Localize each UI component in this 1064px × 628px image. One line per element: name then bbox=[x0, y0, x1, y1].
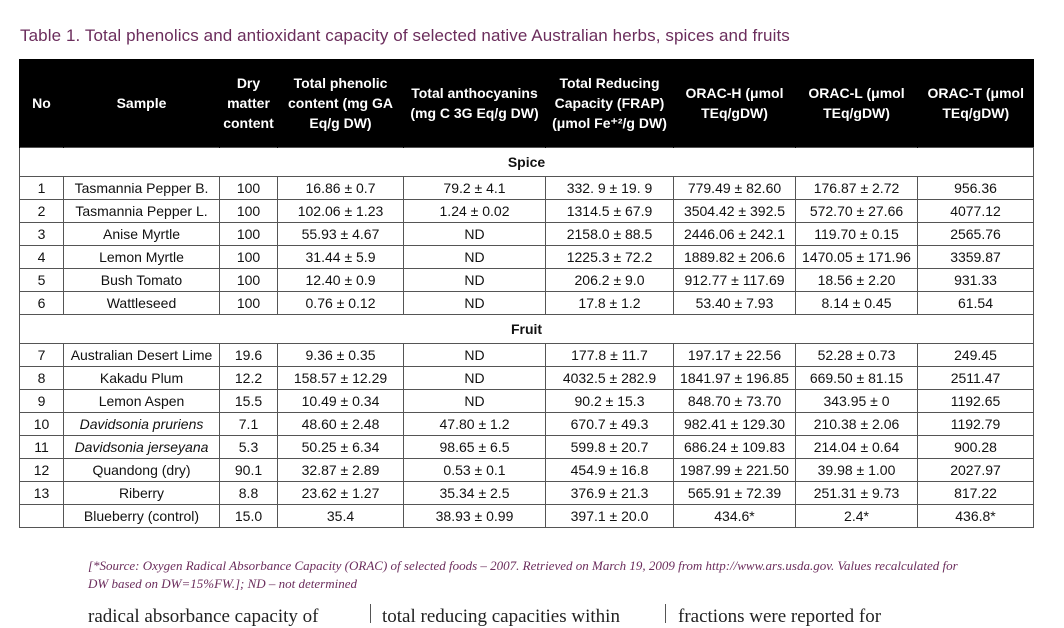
cell-anthocyanins: 38.93 ± 0.99 bbox=[404, 505, 546, 528]
cell-no bbox=[20, 505, 64, 528]
header-total-anthocyanins: Total anthocyanins (mg C 3G Eq/g DW) bbox=[404, 59, 546, 148]
cell-anthocyanins: ND bbox=[404, 344, 546, 367]
cell-no: 11 bbox=[20, 436, 64, 459]
cell-anthocyanins: ND bbox=[404, 367, 546, 390]
body-text-fragment: radical absorbance capacity of bbox=[88, 606, 319, 627]
cell-no: 1 bbox=[20, 177, 64, 200]
cell-frap: 1225.3 ± 72.2 bbox=[546, 246, 674, 269]
cell-frap: 1314.5 ± 67.9 bbox=[546, 200, 674, 223]
cell-phenolic: 9.36 ± 0.35 bbox=[278, 344, 404, 367]
group-label-fruit: Fruit bbox=[20, 315, 1034, 344]
header-orac-h: ORAC-H (μmol TEq/gDW) bbox=[674, 59, 796, 148]
cell-dry-matter: 100 bbox=[220, 223, 278, 246]
cell-sample: Anise Myrtle bbox=[64, 223, 220, 246]
header-sample: Sample bbox=[64, 59, 220, 148]
cell-anthocyanins: 0.53 ± 0.1 bbox=[404, 459, 546, 482]
cell-orac-t: 4077.12 bbox=[918, 200, 1034, 223]
cell-phenolic: 158.57 ± 12.29 bbox=[278, 367, 404, 390]
cell-orac-t: 2565.76 bbox=[918, 223, 1034, 246]
cell-anthocyanins: ND bbox=[404, 246, 546, 269]
table-row bbox=[20, 246, 1034, 269]
cell-orac-h: 1889.82 ± 206.6 bbox=[674, 246, 796, 269]
cell-phenolic: 50.25 ± 6.34 bbox=[278, 436, 404, 459]
cell-anthocyanins: ND bbox=[404, 269, 546, 292]
cell-orac-l: 119.70 ± 0.15 bbox=[796, 223, 918, 246]
cell-orac-l: 210.38 ± 2.06 bbox=[796, 413, 918, 436]
cell-anthocyanins: 35.34 ± 2.5 bbox=[404, 482, 546, 505]
cell-sample: Kakadu Plum bbox=[64, 367, 220, 390]
cell-orac-l: 1470.05 ± 171.96 bbox=[796, 246, 918, 269]
cell-sample: Riberry bbox=[64, 482, 220, 505]
cell-orac-t: 900.28 bbox=[918, 436, 1034, 459]
cell-phenolic: 102.06 ± 1.23 bbox=[278, 200, 404, 223]
cell-orac-t: 2027.97 bbox=[918, 459, 1034, 482]
group-row-spice bbox=[20, 148, 1034, 177]
cell-sample: Blueberry (control) bbox=[64, 505, 220, 528]
cell-dry-matter: 15.0 bbox=[220, 505, 278, 528]
cell-orac-h: 2446.06 ± 242.1 bbox=[674, 223, 796, 246]
cell-orac-l: 572.70 ± 27.66 bbox=[796, 200, 918, 223]
cell-orac-t: 61.54 bbox=[918, 292, 1034, 315]
cell-phenolic: 23.62 ± 1.27 bbox=[278, 482, 404, 505]
cell-orac-h: 434.6* bbox=[674, 505, 796, 528]
cell-no: 3 bbox=[20, 223, 64, 246]
cell-orac-t: 1192.65 bbox=[918, 390, 1034, 413]
group-label-spice: Spice bbox=[20, 148, 1034, 177]
cell-sample: Tasmannia Pepper B. bbox=[64, 177, 220, 200]
cell-phenolic: 10.49 ± 0.34 bbox=[278, 390, 404, 413]
header-frap: Total Reducing Capacity (FRAP) (μmol Fe⁺²/g DW) bbox=[546, 59, 674, 148]
data-table bbox=[19, 59, 1034, 528]
cell-phenolic: 31.44 ± 5.9 bbox=[278, 246, 404, 269]
cell-sample: Davidsonia jerseyana bbox=[64, 436, 220, 459]
cell-orac-l: 18.56 ± 2.20 bbox=[796, 269, 918, 292]
cell-sample: Quandong (dry) bbox=[64, 459, 220, 482]
table-row bbox=[20, 436, 1034, 459]
cell-orac-t: 1192.79 bbox=[918, 413, 1034, 436]
cell-anthocyanins: ND bbox=[404, 292, 546, 315]
cell-sample: Davidsonia pruriens bbox=[64, 413, 220, 436]
cell-frap: 4032.5 ± 282.9 bbox=[546, 367, 674, 390]
cell-frap: 2158.0 ± 88.5 bbox=[546, 223, 674, 246]
cell-orac-l: 2.4* bbox=[796, 505, 918, 528]
cell-no: 7 bbox=[20, 344, 64, 367]
cell-orac-t: 3359.87 bbox=[918, 246, 1034, 269]
cell-anthocyanins: 1.24 ± 0.02 bbox=[404, 200, 546, 223]
cell-phenolic: 16.86 ± 0.7 bbox=[278, 177, 404, 200]
cell-no: 12 bbox=[20, 459, 64, 482]
cell-orac-t: 956.36 bbox=[918, 177, 1034, 200]
header-total-phenolic: Total phenolic content (mg GA Eq/g DW) bbox=[278, 59, 404, 148]
cell-frap: 599.8 ± 20.7 bbox=[546, 436, 674, 459]
table-row bbox=[20, 200, 1034, 223]
table-row bbox=[20, 367, 1034, 390]
column-divider bbox=[665, 604, 666, 623]
cell-dry-matter: 19.6 bbox=[220, 344, 278, 367]
body-text-fragment: total reducing capacities within bbox=[382, 606, 620, 627]
cell-orac-h: 982.41 ± 129.30 bbox=[674, 413, 796, 436]
cell-phenolic: 48.60 ± 2.48 bbox=[278, 413, 404, 436]
cell-dry-matter: 7.1 bbox=[220, 413, 278, 436]
cell-no: 4 bbox=[20, 246, 64, 269]
cell-phenolic: 12.40 ± 0.9 bbox=[278, 269, 404, 292]
cell-anthocyanins: 47.80 ± 1.2 bbox=[404, 413, 546, 436]
header-row bbox=[20, 59, 1034, 148]
cell-orac-h: 686.24 ± 109.83 bbox=[674, 436, 796, 459]
cell-orac-h: 3504.42 ± 392.5 bbox=[674, 200, 796, 223]
cell-dry-matter: 100 bbox=[220, 177, 278, 200]
cell-no: 10 bbox=[20, 413, 64, 436]
cell-orac-h: 53.40 ± 7.93 bbox=[674, 292, 796, 315]
cell-sample: Wattleseed bbox=[64, 292, 220, 315]
cell-orac-t: 2511.47 bbox=[918, 367, 1034, 390]
header-no: No bbox=[20, 59, 64, 148]
cell-orac-l: 8.14 ± 0.45 bbox=[796, 292, 918, 315]
cell-orac-h: 1987.99 ± 221.50 bbox=[674, 459, 796, 482]
cell-phenolic: 35.4 bbox=[278, 505, 404, 528]
column-divider bbox=[370, 604, 371, 623]
header-dry-matter: Dry matter content bbox=[220, 59, 278, 148]
table-row bbox=[20, 269, 1034, 292]
cell-orac-h: 565.91 ± 72.39 bbox=[674, 482, 796, 505]
cell-dry-matter: 100 bbox=[220, 200, 278, 223]
cell-dry-matter: 100 bbox=[220, 269, 278, 292]
cell-sample: Lemon Myrtle bbox=[64, 246, 220, 269]
cell-orac-l: 343.95 ± 0 bbox=[796, 390, 918, 413]
table-row bbox=[20, 177, 1034, 200]
cell-phenolic: 0.76 ± 0.12 bbox=[278, 292, 404, 315]
cell-orac-t: 817.22 bbox=[918, 482, 1034, 505]
header-orac-t: ORAC-T (μmol TEq/gDW) bbox=[918, 59, 1034, 148]
cell-sample: Lemon Aspen bbox=[64, 390, 220, 413]
cell-dry-matter: 12.2 bbox=[220, 367, 278, 390]
cell-anthocyanins: 79.2 ± 4.1 bbox=[404, 177, 546, 200]
cell-no: 13 bbox=[20, 482, 64, 505]
cell-frap: 376.9 ± 21.3 bbox=[546, 482, 674, 505]
cell-orac-t: 249.45 bbox=[918, 344, 1034, 367]
cell-dry-matter: 100 bbox=[220, 246, 278, 269]
cell-dry-matter: 8.8 bbox=[220, 482, 278, 505]
cell-orac-h: 779.49 ± 82.60 bbox=[674, 177, 796, 200]
cell-dry-matter: 5.3 bbox=[220, 436, 278, 459]
table-row bbox=[20, 344, 1034, 367]
group-row-fruit bbox=[20, 315, 1034, 344]
cell-dry-matter: 90.1 bbox=[220, 459, 278, 482]
table-row bbox=[20, 482, 1034, 505]
cell-frap: 397.1 ± 20.0 bbox=[546, 505, 674, 528]
cell-frap: 206.2 ± 9.0 bbox=[546, 269, 674, 292]
body-text-fragment: fractions were reported for bbox=[678, 606, 882, 627]
cell-anthocyanins: ND bbox=[404, 223, 546, 246]
table-row bbox=[20, 292, 1034, 315]
table-row bbox=[20, 459, 1034, 482]
cell-orac-t: 931.33 bbox=[918, 269, 1034, 292]
source-note: [*Source: Oxygen Radical Absorbance Capacity (ORAC) of selected foods – 2007. Retrieved on March 19, 2009 from http://www.ars.usda.gov. Values recalculated for DW based on DW=15%FW.]; ND – not determined bbox=[88, 558, 958, 591]
cell-frap: 17.8 ± 1.2 bbox=[546, 292, 674, 315]
cell-orac-l: 52.28 ± 0.73 bbox=[796, 344, 918, 367]
cell-no: 2 bbox=[20, 200, 64, 223]
cell-orac-l: 39.98 ± 1.00 bbox=[796, 459, 918, 482]
cell-no: 9 bbox=[20, 390, 64, 413]
table-row bbox=[20, 413, 1034, 436]
cell-frap: 670.7 ± 49.3 bbox=[546, 413, 674, 436]
cell-orac-l: 214.04 ± 0.64 bbox=[796, 436, 918, 459]
cell-orac-h: 197.17 ± 22.56 bbox=[674, 344, 796, 367]
cell-no: 5 bbox=[20, 269, 64, 292]
cell-frap: 454.9 ± 16.8 bbox=[546, 459, 674, 482]
cell-orac-t: 436.8* bbox=[918, 505, 1034, 528]
table-row bbox=[20, 390, 1034, 413]
cell-anthocyanins: ND bbox=[404, 390, 546, 413]
cell-phenolic: 32.87 ± 2.89 bbox=[278, 459, 404, 482]
cell-frap: 177.8 ± 11.7 bbox=[546, 344, 674, 367]
cell-sample: Australian Desert Lime bbox=[64, 344, 220, 367]
cell-sample: Tasmannia Pepper L. bbox=[64, 200, 220, 223]
table-row bbox=[20, 505, 1034, 528]
cell-sample: Bush Tomato bbox=[64, 269, 220, 292]
cell-frap: 332. 9 ± 19. 9 bbox=[546, 177, 674, 200]
cell-dry-matter: 100 bbox=[220, 292, 278, 315]
cell-phenolic: 55.93 ± 4.67 bbox=[278, 223, 404, 246]
cell-frap: 90.2 ± 15.3 bbox=[546, 390, 674, 413]
cell-no: 8 bbox=[20, 367, 64, 390]
cell-orac-h: 912.77 ± 117.69 bbox=[674, 269, 796, 292]
cell-orac-h: 1841.97 ± 196.85 bbox=[674, 367, 796, 390]
cell-orac-l: 251.31 ± 9.73 bbox=[796, 482, 918, 505]
cell-orac-l: 176.87 ± 2.72 bbox=[796, 177, 918, 200]
table-row bbox=[20, 223, 1034, 246]
cell-dry-matter: 15.5 bbox=[220, 390, 278, 413]
cell-orac-l: 669.50 ± 81.15 bbox=[796, 367, 918, 390]
header-orac-l: ORAC-L (μmol TEq/gDW) bbox=[796, 59, 918, 148]
cell-anthocyanins: 98.65 ± 6.5 bbox=[404, 436, 546, 459]
cell-no: 6 bbox=[20, 292, 64, 315]
table-caption: Table 1. Total phenolics and antioxidant capacity of selected native Australian herbs, spices and fruits bbox=[20, 26, 790, 45]
cell-orac-h: 848.70 ± 73.70 bbox=[674, 390, 796, 413]
